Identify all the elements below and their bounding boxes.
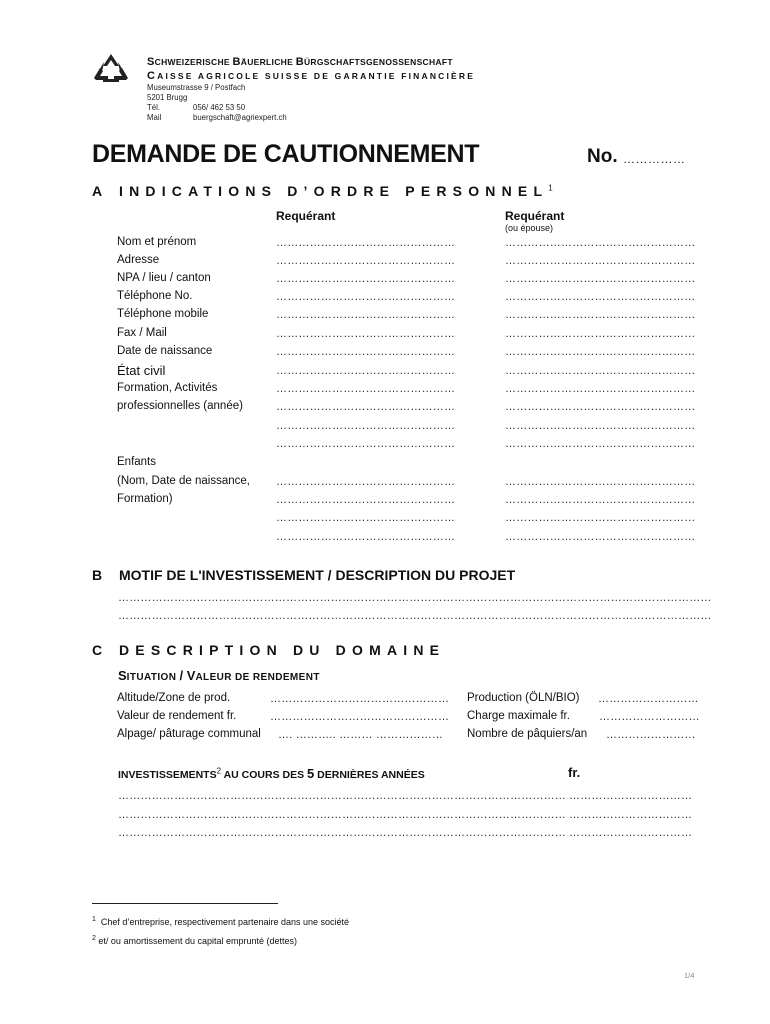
applicant-input-line[interactable]: …………………………………………	[276, 476, 456, 488]
situation-subheading	[118, 668, 320, 683]
section-a-letter: A	[92, 183, 103, 199]
section-a-heading: INDICATIONS D’ORDRE PERSONNEL$^1$	[119, 183, 553, 199]
org-name-part: CHWEIZERISCHE	[154, 57, 233, 67]
applicant-input-line[interactable]: …………………………………………	[276, 255, 456, 267]
domain-input-line[interactable]: …. ……….. ……… ………………	[278, 729, 444, 741]
org-name-part: C	[147, 70, 158, 82]
amount-column-label: fr.	[568, 765, 581, 780]
investment-amount-line[interactable]: ……………………………	[569, 827, 693, 839]
address-line-2: 5201 Brugg	[147, 93, 188, 102]
spouse-input-line[interactable]: ……………………………………………	[505, 309, 696, 321]
section-b-letter: B	[92, 567, 103, 583]
field-label: Formation, Activités	[117, 382, 218, 394]
applicant-input-line[interactable]: …………………………………………	[276, 438, 456, 450]
mail-value: buergschaft@agriexpert.ch	[193, 113, 287, 122]
page-title: DEMANDE DE CAUTIONNEMENT	[92, 140, 480, 168]
field-label: Adresse	[117, 254, 160, 266]
address-line-1: Museumstrasse 9 / Postfach	[147, 83, 246, 92]
applicant-input-line[interactable]: …………………………………………	[276, 494, 456, 506]
column-subhead-spouse: (ou épouse)	[505, 223, 554, 233]
org-name-part: AISSE AGRICOLE SUISSE DE GARANTIE FINANCIÈRE	[157, 71, 476, 81]
domain-field-label: Charge maximale fr.	[467, 710, 570, 722]
spouse-input-line[interactable]: ……………………………………………	[505, 255, 696, 267]
applicant-input-line[interactable]: …………………………………………	[276, 309, 456, 321]
spouse-input-line[interactable]: ……………………………………………	[505, 438, 696, 450]
recycle-arrows-icon	[90, 52, 132, 84]
spouse-input-line[interactable]: ……………………………………………	[505, 237, 696, 249]
org-name-part: S	[147, 56, 155, 68]
org-name-part: B	[232, 56, 241, 68]
spouse-input-line[interactable]: ……………………………………………	[505, 273, 696, 285]
project-description-line[interactable]: ……………………………………………………………………………………………………………………………………………	[118, 592, 712, 604]
investment-amount-line[interactable]: ……………………………	[569, 809, 693, 821]
column-head-applicant: Requérant	[276, 209, 336, 223]
subheading-part: ITUATION	[126, 672, 180, 683]
org-name-part: ÄUERLICHE	[240, 57, 296, 67]
domain-input-line[interactable]: …………………………………………	[270, 693, 450, 705]
spouse-input-line[interactable]: ……………………………………………	[505, 512, 696, 524]
project-description-line[interactable]: ……………………………………………………………………………………………………………………………………………	[118, 610, 712, 622]
field-label: Fax / Mail	[117, 327, 167, 339]
footnote-2: $^2$ et/ ou amortissement du capital emprunté (dettes)	[92, 935, 298, 946]
domain-input-line[interactable]: ……………………	[606, 729, 696, 741]
subheading-part: ALEUR DE RENDEMENT	[195, 672, 320, 683]
org-name-part: ÜRGSCHAFTSGENOSSENSCHAFT	[303, 57, 453, 67]
request-number-field[interactable]: ……………	[623, 152, 686, 166]
subheading-part: / V	[179, 668, 196, 683]
page-number: 1/4	[684, 971, 695, 980]
domain-field-label: Altitude/Zone de prod.	[117, 692, 231, 704]
spouse-input-line[interactable]: ……………………………………………	[505, 328, 696, 340]
investments-heading-part: AU COURS DES	[221, 769, 308, 781]
applicant-input-line[interactable]: …………………………………………	[276, 401, 456, 413]
domain-field-label: Valeur de rendement fr.	[117, 710, 237, 722]
applicant-input-line[interactable]: …………………………………………	[276, 365, 456, 377]
investment-description-line[interactable]: …………………………………………………………………………………………………………	[118, 790, 566, 802]
footnote-ref-1: 1	[548, 183, 553, 193]
applicant-input-line[interactable]: …………………………………………	[276, 237, 456, 249]
spouse-input-line[interactable]: ……………………………………………	[505, 476, 696, 488]
spouse-input-line[interactable]: ……………………………………………	[505, 383, 696, 395]
investments-heading	[118, 766, 425, 781]
domain-field-label: Nombre de pâquiers/an	[467, 728, 588, 740]
field-label: Date de naissance	[117, 345, 213, 357]
domain-input-line[interactable]: …………………………………………	[270, 711, 450, 723]
subheading-part: S	[118, 668, 127, 683]
applicant-input-line[interactable]: …………………………………………	[276, 346, 456, 358]
investment-amount-line[interactable]: ……………………………	[569, 790, 693, 802]
section-b-heading: MOTIF DE L'INVESTISSEMENT / DESCRIPTION DU PROJET	[119, 567, 516, 583]
investments-heading-part: 5	[307, 766, 315, 781]
investments-heading-part: DERNIÈRES ANNÉES	[314, 769, 425, 781]
spouse-input-line[interactable]: ……………………………………………	[505, 531, 696, 543]
field-label: professionnelles (année)	[117, 400, 243, 412]
tel-value: 056/ 462 53 50	[193, 103, 246, 112]
applicant-input-line[interactable]: …………………………………………	[276, 273, 456, 285]
spouse-input-line[interactable]: ……………………………………………	[505, 365, 696, 377]
applicant-input-line[interactable]: …………………………………………	[276, 383, 456, 395]
org-name-french	[147, 70, 475, 82]
field-label: Formation)	[117, 493, 173, 505]
field-label: (Nom, Date de naissance,	[117, 475, 250, 487]
column-head-applicant-spouse: Requérant	[505, 209, 565, 223]
spouse-input-line[interactable]: ……………………………………………	[505, 401, 696, 413]
field-label: Nom et prénom	[117, 236, 197, 248]
spouse-input-line[interactable]: ……………………………………………	[505, 291, 696, 303]
tel-label: Tél.	[147, 103, 160, 112]
section-c-heading: DESCRIPTION DU DOMAINE	[119, 642, 446, 658]
org-name-part: B	[295, 56, 304, 68]
applicant-input-line[interactable]: …………………………………………	[276, 531, 456, 543]
field-label: Téléphone mobile	[117, 308, 209, 320]
domain-field-label: Alpage/ pâturage communal	[117, 728, 261, 740]
spouse-input-line[interactable]: ……………………………………………	[505, 346, 696, 358]
applicant-input-line[interactable]: …………………………………………	[276, 512, 456, 524]
field-label: Enfants	[117, 456, 156, 468]
investment-description-line[interactable]: …………………………………………………………………………………………………………	[118, 827, 566, 839]
investments-heading-part: INVESTISSEMENTS	[118, 769, 217, 781]
footnote-separator	[92, 903, 278, 904]
spouse-input-line[interactable]: ……………………………………………	[505, 420, 696, 432]
field-label: NPA / lieu / canton	[117, 272, 211, 284]
spouse-input-line[interactable]: ……………………………………………	[505, 494, 696, 506]
request-number-label: No.	[587, 146, 618, 167]
domain-input-line[interactable]: ………………………	[598, 693, 699, 705]
footnote-ref-2: 2	[216, 766, 222, 776]
footnote-1: $^1$ Chef d’entreprise, respectivement partenaire dans une société	[92, 916, 350, 927]
section-c-letter: C	[92, 642, 103, 658]
org-name-german	[147, 56, 453, 68]
applicant-input-line[interactable]: …………………………………………	[276, 328, 456, 340]
domain-input-line[interactable]: ………………………	[599, 711, 700, 723]
applicant-input-line[interactable]: …………………………………………	[276, 291, 456, 303]
field-label: État civil	[117, 363, 166, 378]
field-label: Téléphone No.	[117, 290, 193, 302]
investment-description-line[interactable]: …………………………………………………………………………………………………………	[118, 809, 566, 821]
domain-field-label: Production (ÖLN/BIO)	[467, 692, 580, 704]
applicant-input-line[interactable]: …………………………………………	[276, 420, 456, 432]
mail-label: Mail	[147, 113, 162, 122]
